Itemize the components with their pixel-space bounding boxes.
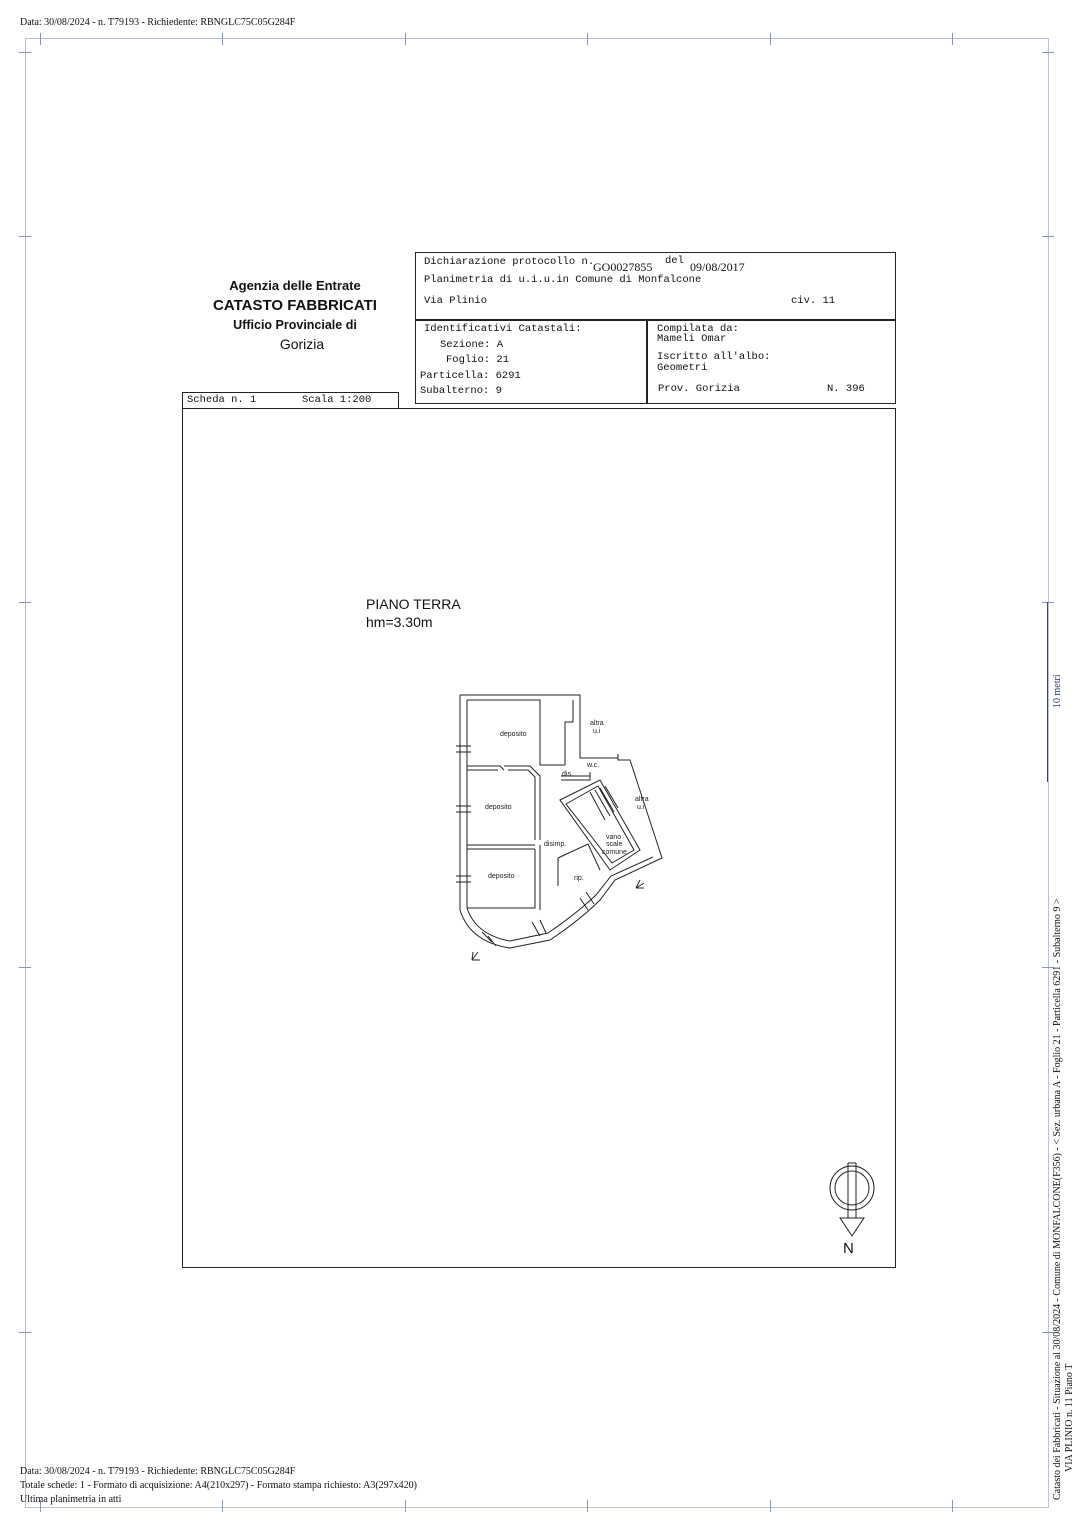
frame-tick — [19, 967, 31, 968]
room-comune: comune — [602, 849, 627, 856]
frame-tick — [405, 33, 406, 45]
room-deposito-1: deposito — [500, 731, 527, 738]
plan-window — [456, 876, 471, 882]
registry-number: N. 396 — [827, 383, 865, 395]
registry-province: Prov. Gorizia — [658, 383, 740, 395]
plan-wall-partition-1 — [467, 766, 504, 770]
north-label: N — [843, 1240, 854, 1257]
room-deposito-2: deposito — [485, 804, 512, 811]
room-deposito-3: deposito — [488, 873, 515, 880]
side-info-text: Catasto dei Fabbricati - Situazione al 30/08/2024 - Comune di MONFALCONE(F356) - < Sez. urbana A - Foglio 21 - Particella 6291 - Subalterno 9 > — [1052, 898, 1063, 1500]
scale-bar — [1047, 602, 1048, 782]
del-label: del — [665, 255, 684, 267]
frame-tick — [19, 1332, 31, 1333]
scale-bar-label: 10 metri — [1052, 674, 1063, 708]
frame-tick — [770, 1500, 771, 1512]
street-number: civ. 11 — [791, 295, 836, 307]
compiler-name: Mameli Omar — [657, 333, 727, 345]
scheda-scale: Scala 1:200 — [302, 394, 372, 406]
declaration-date: 09/08/2017 — [690, 260, 745, 274]
frame-tick — [222, 1500, 223, 1512]
frame-tick — [952, 33, 953, 45]
frame-tick — [587, 1500, 588, 1512]
side-address-text: VIA PLINIO n. 11 Piano T — [1064, 1363, 1075, 1472]
plan-wall-partition-3 — [467, 845, 535, 849]
registry-name: Geometri — [657, 362, 708, 374]
height-label: hm=3.30m — [366, 614, 433, 630]
floor-label: PIANO TERRA — [366, 596, 461, 612]
entrance-arrow-icon — [636, 880, 644, 888]
sezione: Sezione: A — [440, 339, 504, 351]
plan-inner-wall — [467, 700, 653, 941]
declaration-box — [415, 252, 896, 321]
plan-outer-wall — [460, 695, 662, 948]
identifiers-box — [415, 319, 648, 404]
frame-tick — [770, 33, 771, 45]
frame-tick — [1042, 236, 1054, 237]
agency-province: Gorizia — [279, 336, 325, 352]
entrance-arrow-icon — [472, 952, 480, 960]
footer-line-3: Ultima planimetria in atti — [20, 1494, 122, 1505]
agency-office: Ufficio Provinciale di — [233, 318, 357, 332]
room-rip: rip. — [574, 875, 584, 882]
frame-tick — [19, 52, 31, 53]
frame-tick — [1042, 602, 1054, 603]
protocol-number: GO0027855 — [593, 260, 653, 274]
room-scale: scale — [606, 841, 623, 848]
plan-window — [456, 806, 471, 812]
frame-tick — [587, 33, 588, 45]
compiler-label: Compilata da: — [657, 323, 739, 335]
plan-window — [456, 746, 471, 752]
room-altra-1a: altra — [590, 720, 604, 727]
frame-tick — [19, 236, 31, 237]
plan-wall-partition-2 — [504, 766, 540, 840]
frame-tick — [1042, 52, 1054, 53]
planimetry-line: Planimetria di u.i.u.in Comune di Monfalcone — [424, 274, 702, 286]
frame-tick — [952, 1500, 953, 1512]
plan-wall-stair — [565, 695, 618, 765]
particella: Particella: 6291 — [420, 370, 521, 382]
agency-name: Agenzia delle Entrate — [229, 278, 361, 293]
identifiers-title: Identificativi Catastali: — [424, 323, 582, 335]
frame-tick — [19, 602, 31, 603]
plan-stair-well — [560, 780, 640, 870]
floor-plan — [440, 680, 680, 970]
footer-line-1: Data: 30/08/2024 - n. T79193 - Richiedente: RBNGLC75C05G284F — [20, 1466, 296, 1477]
room-altra-2b: u.i — [637, 804, 645, 811]
north-arrow-icon — [826, 1160, 878, 1240]
scheda-number: Scheda n. 1 — [187, 394, 257, 406]
subalterno: Subalterno: 9 — [420, 385, 502, 397]
protocol-label: Dichiarazione protocollo n. — [424, 256, 595, 268]
compiler-box — [646, 319, 896, 404]
foglio: Foglio: 21 — [446, 354, 510, 366]
room-dis: dis. — [562, 771, 573, 778]
document-header: Data: 30/08/2024 - n. T79193 - Richiedente: RBNGLC75C05G284F — [20, 17, 296, 28]
frame-tick — [405, 1500, 406, 1512]
frame-tick — [222, 33, 223, 45]
room-altra-1b: u.i — [593, 728, 601, 735]
agency-department: CATASTO FABBRICATI — [213, 297, 377, 314]
room-altra-2a: altra — [635, 796, 649, 803]
street-name: Via Plinio — [424, 295, 488, 307]
frame-tick — [40, 33, 41, 45]
room-disimp: disimp. — [544, 841, 567, 848]
scheda-box — [182, 392, 399, 409]
room-wc: w.c. — [587, 762, 600, 769]
room-vano: vano — [606, 834, 622, 841]
plan-wall-top — [460, 695, 580, 765]
footer-line-2: Totale schede: 1 - Formato di acquisizione: A4(210x297) - Formato stampa richiesto: A3(297x420) — [20, 1480, 417, 1491]
registry-label: Iscritto all'albo: — [657, 351, 771, 363]
